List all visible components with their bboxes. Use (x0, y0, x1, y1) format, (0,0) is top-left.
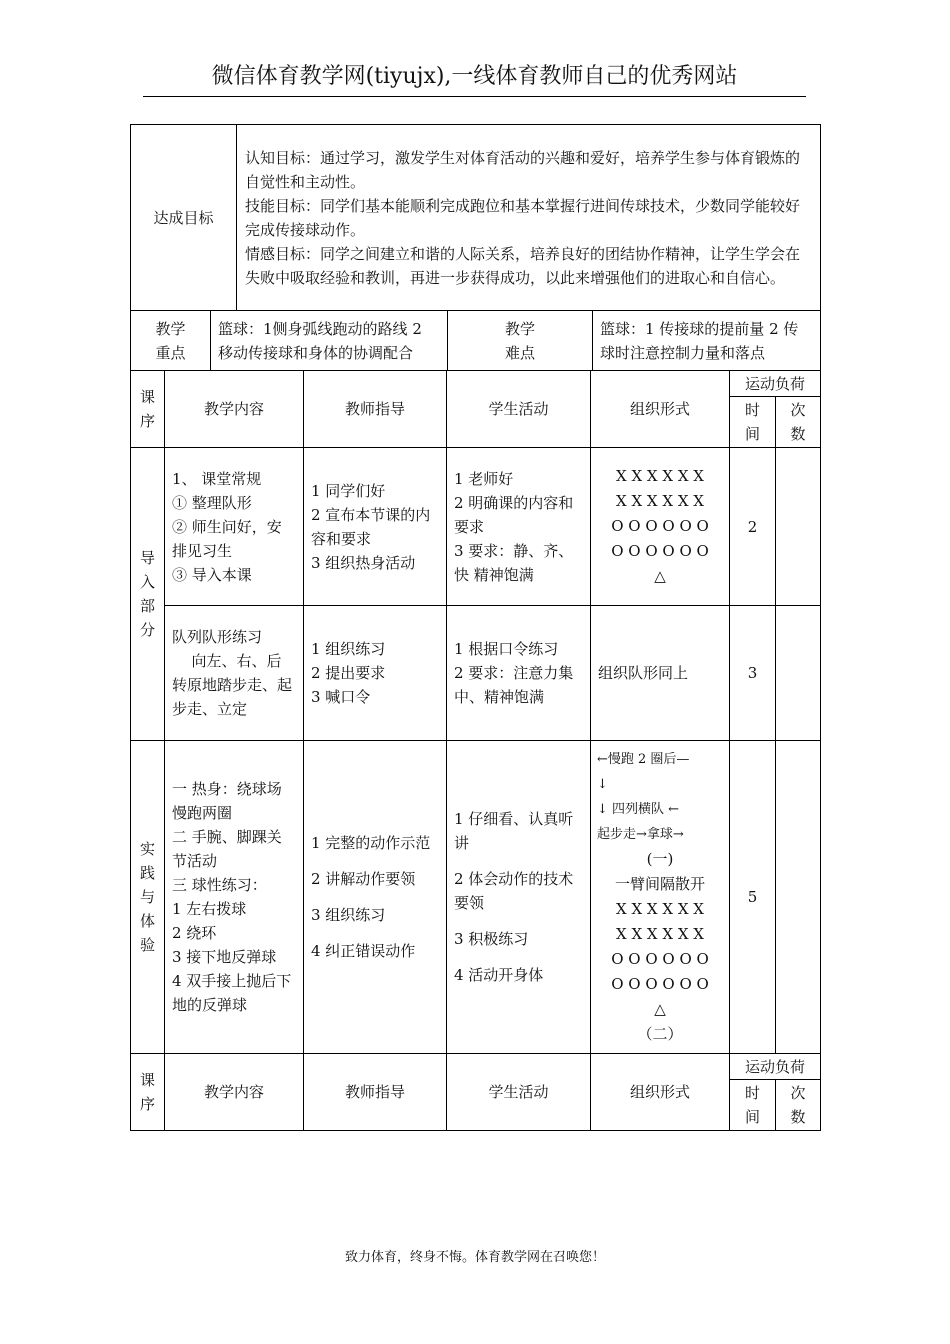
practice-student: 1 仔细看、认真听讲 2 体会动作的技术要领 3 积极练习 4 活动开身体 (447, 741, 591, 1054)
drill-count (776, 606, 821, 741)
order-header: 课 序 (131, 371, 165, 448)
drill-teacher: 1 组织练习 2 提出要求 3 喊口令 (304, 606, 447, 741)
page-header: 微信体育教学网(tiyujx),一线体育教师自己的优秀网站 (143, 62, 806, 97)
order-header-repeat: 课 序 (131, 1054, 165, 1131)
practice-formation: ←慢跑 2 圈后— ↓ ↓ 四列横队 ← 起步走→拿球→ (一) 一臂间隔散开 X X X X X X X X X X X X O O O O O O O O O O O O △ （二） (591, 741, 730, 1054)
focus-table (130, 310, 821, 371)
content-header-repeat: 教学内容 (165, 1054, 304, 1131)
time-header: 时 间 (730, 397, 776, 448)
org-header: 组织形式 (591, 371, 730, 448)
page-footer: 致力体育，终身不悔。体育教学网在召唤您！ (344, 1250, 605, 1265)
count-header-repeat: 次 数 (776, 1080, 821, 1131)
load-header: 运动负荷 (730, 371, 821, 397)
time-header-repeat: 时 间 (730, 1080, 776, 1131)
load-header-repeat: 运动负荷 (730, 1054, 821, 1080)
intro-time: 2 (730, 448, 776, 606)
practice-section-label: 实 践 与 体 验 (131, 741, 165, 1054)
practice-content: 一 热身：绕球场慢跑两圈 二 手腕、脚踝关节活动 三 球性练习： 1 左右拨球 2 绕环 3 接下地反弹球 4 双手接上抛后下地的反弹球 (165, 741, 304, 1054)
goals-text (237, 125, 821, 311)
goal-cognitive: 认知目标：通过学习，激发学生对体育活动的兴趣和爱好，培养学生参与体育锻炼的自觉性和主动性。 (245, 148, 801, 191)
teacher-header: 教师指导 (304, 371, 447, 448)
practice-count (776, 741, 821, 1054)
intro-formation: X X X X X X X X X X X X O O O O O O O O O O O O △ (591, 448, 730, 606)
intro-teacher: 1 同学们好 2 宣布本节课的内容和要求 3 组织热身活动 (304, 448, 447, 606)
drill-time: 3 (730, 606, 776, 741)
teacher-header-repeat: 教师指导 (304, 1054, 447, 1131)
org-header-repeat: 组织形式 (591, 1054, 730, 1131)
drill-student: 1 根据口令练习 2 要求：注意力集中、精神饱满 (447, 606, 591, 741)
intro-section-label: 导 入 部 分 (131, 448, 165, 741)
difficulty-label: 教学 难点 (448, 311, 593, 371)
key-point-text: 篮球：1侧身弧线跑动的路线 2 移动传接球和身体的协调配合 (211, 311, 448, 371)
goal-skill: 技能目标：同学们基本能顺利完成跑位和基本掌握行进间传球技术，少数同学能较好完成传接球动作。 (245, 196, 801, 239)
drill-content: 队列队形练习 向左、右、后转原地踏步走、起步走、立定 (165, 606, 304, 741)
lesson-table (130, 370, 821, 1131)
practice-teacher: 1 完整的动作示范 2 讲解动作要领 3 组织练习 4 纠正错误动作 (304, 741, 447, 1054)
goals-label: 达成目标 (131, 125, 237, 311)
count-header: 次 数 (776, 397, 821, 448)
intro-count (776, 448, 821, 606)
intro-content: 1、 课堂常规 ① 整理队形 ② 师生问好，安排见习生 ③ 导入本课 (165, 448, 304, 606)
student-header: 学生活动 (447, 371, 591, 448)
difficulty-text: 篮球：1 传接球的提前量 2 传球时注意控制力量和落点 (593, 311, 821, 371)
student-header-repeat: 学生活动 (447, 1054, 591, 1131)
key-point-label: 教学 重点 (131, 311, 211, 371)
goals-table (130, 124, 821, 311)
practice-time: 5 (730, 741, 776, 1054)
goal-emotion: 情感目标：同学之间建立和谐的人际关系，培养良好的团结协作精神，让学生学会在失败中吸取经验和教训，再进一步获得成功，以此来增强他们的进取心和自信心。 (245, 244, 801, 287)
drill-formation: 组织队形同上 (591, 606, 730, 741)
content-header: 教学内容 (165, 371, 304, 448)
intro-student: 1 老师好 2 明确课的内容和要求 3 要求：静、齐、快 精神饱满 (447, 448, 591, 606)
